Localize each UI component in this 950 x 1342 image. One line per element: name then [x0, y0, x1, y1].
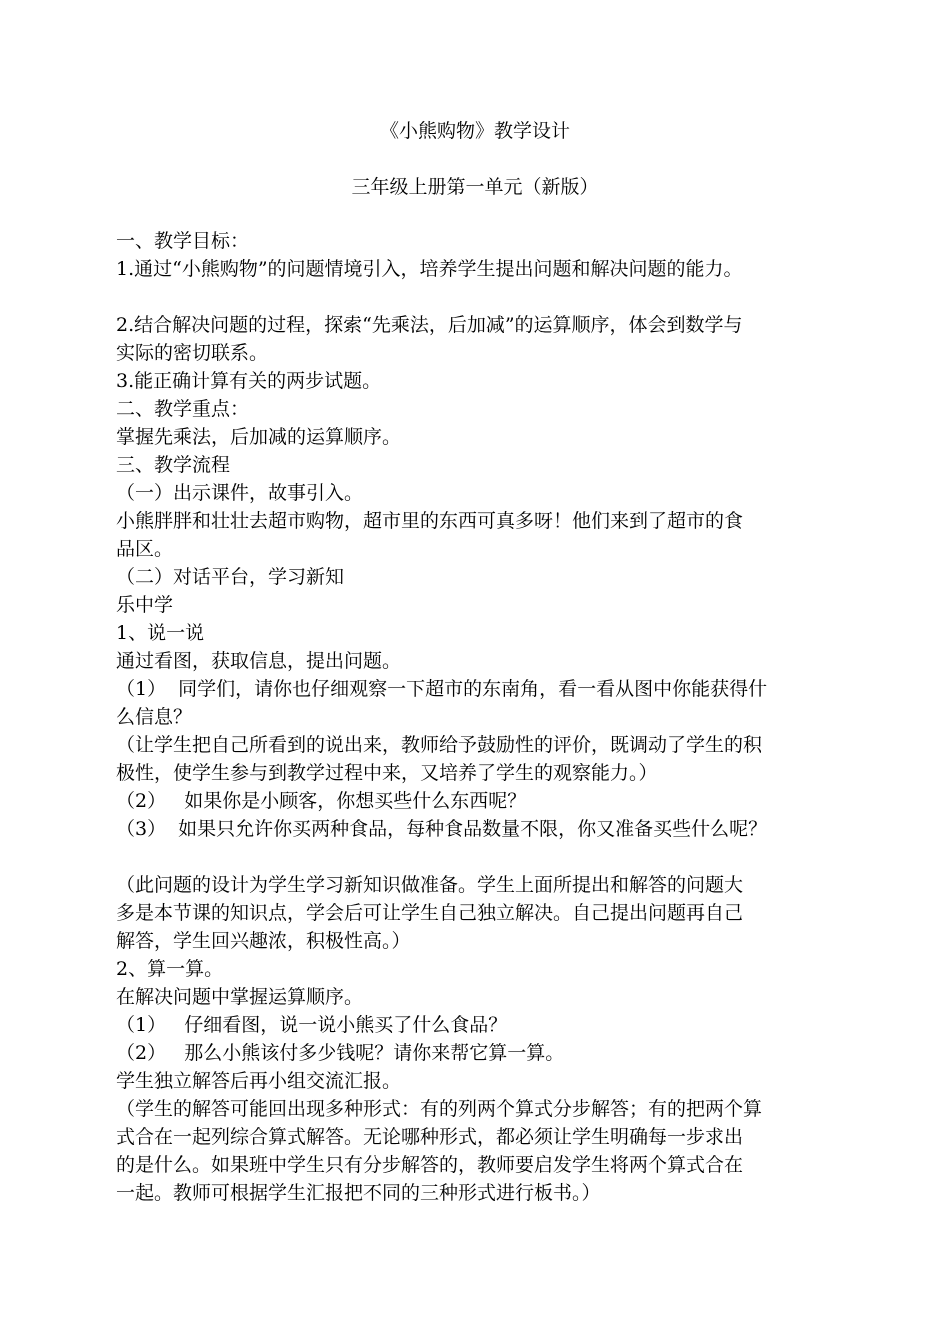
- text-line: 乐中学: [116, 594, 174, 616]
- text-line: 1.通过“小熊购物”的问题情境引入，培养学生提出问题和解决问题的能力。: [116, 258, 743, 280]
- text-line: 3.能正确计算有关的两步试题。: [116, 370, 382, 392]
- document-body: [116, 227, 850, 1207]
- text-line: 的是什么。如果班中学生只有分步解答的，教师要启发学生将两个算式合在: [116, 1154, 744, 1176]
- text-line: （3） 如果只允许你买两种食品，每种食品数量不限，你又准备买些什么呢？: [116, 818, 768, 840]
- text-line: 么信息？: [116, 706, 193, 728]
- text-line: （二）对话平台，学习新知: [116, 566, 345, 588]
- blank-line: [116, 843, 850, 871]
- text-line: （2） 那么小熊该付多少钱呢？请你来帮它算一算。: [116, 1042, 565, 1064]
- text-line: 在解决问题中掌握运算顺序。: [116, 986, 364, 1008]
- text-line: 极性，使学生参与到教学过程中来，又培养了学生的观察能力。）: [116, 762, 658, 784]
- text-line: 2.结合解决问题的过程，探索“先乘法，后加减”的运算顺序，体会到数学与: [116, 314, 743, 336]
- text-line: （2） 如果你是小顾客，你想买些什么东西呢？: [116, 790, 527, 812]
- text-line: 一、教学目标：: [116, 230, 250, 252]
- text-line: 2、算一算。: [116, 958, 224, 980]
- text-line: 式合在一起列综合算式解答。无论哪种形式，都必须让学生明确每一步求出: [116, 1126, 744, 1148]
- text-line: 掌握先乘法，后加减的运算顺序。: [116, 426, 402, 448]
- text-line: 二、教学重点：: [116, 398, 250, 420]
- text-line: （一）出示课件，故事引入。: [116, 482, 364, 504]
- text-line: 一起。教师可根据学生汇报把不同的三种形式进行板书。）: [116, 1182, 601, 1204]
- text-line: （1） 仔细看图，说一说小熊买了什么食品？: [116, 1014, 508, 1036]
- text-line: （学生的解答可能回出现多种形式：有的列两个算式分步解答；有的把两个算: [116, 1098, 763, 1120]
- text-line: 通过看图，获取信息，提出问题。: [116, 650, 402, 672]
- text-line: （1） 同学们，请你也仔细观察一下超市的东南角，看一看从图中你能获得什: [116, 678, 768, 700]
- blank-line: [116, 283, 850, 311]
- text-line: （此问题的设计为学生学习新知识做准备。学生上面所提出和解答的问题大: [116, 874, 744, 896]
- document-subtitle: 三年级上册第一单元（新版）: [351, 176, 599, 198]
- text-line: 解答，学生回兴趣浓，积极性高。）: [116, 930, 411, 952]
- text-line: 学生独立解答后再小组交流汇报。: [116, 1070, 402, 1092]
- text-line: （让学生把自己所看到的说出来，教师给予鼓励性的评价，既调动了学生的积: [116, 734, 763, 756]
- text-line: 1、说一说: [116, 622, 205, 644]
- text-line: 实际的密切联系。: [116, 342, 269, 364]
- text-line: 小熊胖胖和壮壮去超市购物，超市里的东西可真多呀！他们来到了超市的食: [116, 510, 744, 532]
- text-line: 品区。: [116, 538, 174, 560]
- text-line: 三、教学流程: [116, 454, 231, 476]
- document-title: 《小熊购物》教学设计: [379, 120, 570, 142]
- text-line: 多是本节课的知识点，学会后可让学生自己独立解决。自己提出问题再自己: [116, 902, 744, 924]
